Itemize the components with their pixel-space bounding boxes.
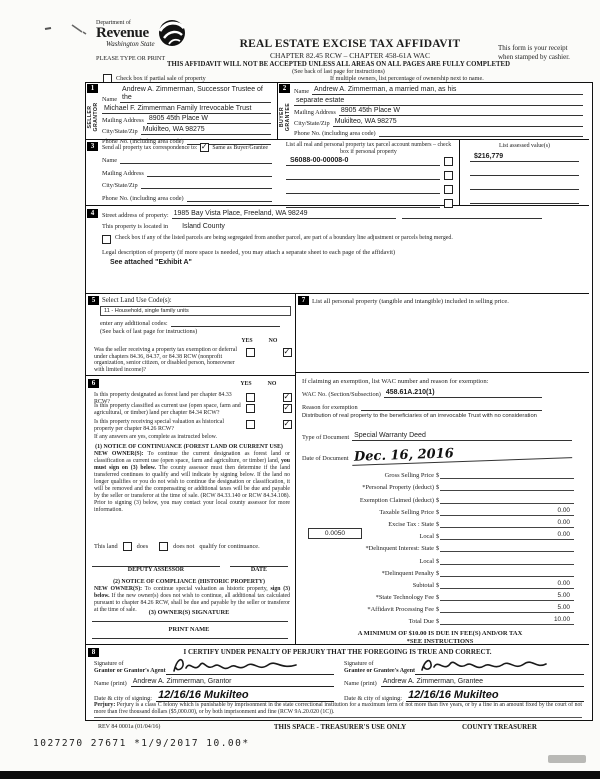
assessed-value-input[interactable]: $216,779 [470,153,579,162]
certify-statement: I CERTIFY UNDER PENALTY OF PERJURY THAT THE FOREGOING IS TRUE AND CORRECT. [183,648,492,656]
see-instructions-note: *SEE INSTRUCTIONS [406,638,474,645]
forest-no-checkbox[interactable] [283,393,292,402]
section5-see-back: (See back of last page for instructions) [100,328,198,335]
grantor-signature-field[interactable] [166,658,334,675]
land-use-section [86,294,296,376]
section-number-3: 3 [87,142,98,151]
buyer-city-label: City/State/Zip [294,119,330,127]
section-number-1: 1 [87,84,98,93]
logo-state-text: Washington State [106,40,155,48]
historic-no-checkbox[interactable] [283,420,292,429]
seller-name-input[interactable]: Andrew A. Zimmerman, Successor Trustee of the [120,86,271,103]
receipt-note-line2: when stamped by cashier. [498,52,570,61]
does-label: does [136,543,149,550]
delinquent-interest-local-label: Local [419,557,434,565]
dollar-sign: $ [436,496,440,504]
parcel-number-input-2[interactable] [286,171,440,180]
compliance-bold: sign (3) below. [94,586,291,599]
parcel-personal-checkbox-3[interactable] [444,185,453,194]
taxable-selling-price-label: Taxable Selling Price [379,508,434,516]
segregated-label: Check box if any of the listed parcels are being segregated from another parcel, are part of a boundary line adjustment or parcels being merged. [115,235,453,241]
dollar-sign: $ [436,618,440,626]
same-as-buyer-checkbox[interactable] [200,143,209,152]
dollar-sign: $ [436,557,440,565]
does-not-label: does not [173,543,195,550]
date-of-document-label: Date of Document [302,455,349,462]
treasurer-stamp-line: 1027270 27671 *1/9/2017 10.00* [33,738,250,749]
send-correspondence-label: Send all property tax correspondence to: [102,144,198,151]
seller-section [86,83,278,145]
scanner-edge-strip [0,771,600,779]
grantee-signature-block [344,658,584,702]
seller-side-label: SELLER [87,105,93,129]
grantor-side-label: GRANTOR [92,102,99,132]
subtotal-label: Subtotal [412,581,434,589]
assessed-values-section [460,140,589,206]
compliance-title: (2) NOTICE OF COMPLIANCE (HISTORIC PROPERTY) [113,579,265,585]
section-number-7: 7 [298,296,309,305]
buyer-mailing-input[interactable]: 8905 45th Place W [339,107,583,116]
local-rate-box: 0.0050 [308,528,362,539]
buyer-name-input[interactable]: Andrew A. Zimmerman, a married man, as his [312,86,583,95]
exemption-header: If claiming an exemption, list WAC number and reason for exemption: [302,378,489,385]
dollar-sign: $ [436,520,440,528]
see-back-note: (See back of last page for instructions) [292,68,385,75]
total-due-label: Total Due [408,618,434,626]
scan-smudge [548,755,586,763]
pen-marks [42,22,98,38]
rev-form-number: REV 84 0001a (01/04/16) [98,724,161,730]
chapter-subtitle: CHAPTER 82.45 RCW – CHAPTER 458-61A WAC [270,51,430,60]
dollar-sign: $ [436,533,440,541]
does-checkbox[interactable] [123,542,132,551]
section6-no-header: NO [267,381,277,387]
personal-property-section [296,294,589,373]
buyer-name-label: Name [294,88,310,95]
seller-city-input[interactable]: Mukilteo, WA 98275 [141,126,271,135]
segregated-checkbox[interactable] [102,235,111,244]
historic-question: Is this property receiving special valuation as historical property per chapter 84.26 RCW? [94,419,225,432]
dollar-sign: $ [436,472,440,480]
additional-codes-label: enter any additional codes: [100,320,168,327]
logo-dept-text: Department of [96,20,131,26]
parcel-personal-checkbox-2[interactable] [444,171,453,180]
affidavit-form [85,82,593,721]
buyer-phone-input[interactable] [379,128,583,137]
delinquent-penalty-label: *Delinquent Penalty [381,569,434,577]
seller-mailing-input[interactable]: 8905 45th Place W [147,115,271,124]
buyer-section [278,83,589,140]
corr-city-input[interactable] [141,180,272,189]
seller-name-label: Name [102,96,118,103]
street-address-label: Street address of property: [102,212,169,219]
correspondence-section [86,140,278,206]
grantor-name-print-label: Name (print) [94,680,127,687]
seller-mailing-label: Mailing Address [102,117,144,124]
land-use-column [86,294,296,644]
parcel-number-input[interactable]: S6088-00-00008-0 [286,157,440,166]
compliance-lead: NEW OWNER(S): [94,586,143,592]
dollar-sign: $ [436,594,440,602]
assessor-date-label: DATE [250,567,268,573]
forest-yes-checkbox[interactable] [246,393,255,402]
subtotal-value: 0.00 [440,580,574,589]
grantee-sig-label2: Grantee or Grantee's Agent [344,668,416,675]
compliance-pre: To continue special valuation as historic property, [142,586,271,592]
corr-name-label: Name [102,157,118,164]
grantee-side-label: GRANTEE [284,102,291,132]
treasurer-space-label: THIS SPACE - TREASURER'S USE ONLY [273,723,407,731]
historic-yes-checkbox[interactable] [246,420,255,429]
affidavit-processing-fee-label: *Affidavit Processing Fee [367,606,434,614]
grantee-sig-label1: Signature of [344,661,374,668]
legal-description-value[interactable]: See attached "Exhibit A" [110,259,192,266]
this-land-label: This land [94,543,118,550]
grantor-name-print-value[interactable]: Andrew A. Zimmerman, Grantor [131,677,334,687]
located-in-value[interactable]: Island County [182,223,225,230]
current-use-question: Is this property classified as current use (open space, farm and agricultural, or timber) land per chapter 84.34 RCW? [94,403,241,416]
parcel-numbers-section [278,140,460,206]
exemption-claimed-label: Exemption Claimed (deduct) [359,496,434,504]
grantee-name-print-label: Name (print) [344,680,377,687]
dollar-sign: $ [436,545,440,553]
assessed-value-input-4[interactable] [470,195,579,204]
continuance-paragraph [94,451,290,514]
minimum-fee-note: A MINIMUM OF $10.00 IS DUE IN FEE(S) AND/OR TAX [357,630,523,637]
seller-phone-label: Phone No. (including area code) [102,138,184,145]
reason-label: Reason for exemption [302,404,358,411]
section-number-4: 4 [87,209,98,218]
buyer-city-input[interactable]: Mukilteo, WA 98275 [333,118,583,127]
qualify-label: qualify for continuance. [199,543,260,550]
print-name-line[interactable] [92,638,288,639]
additional-codes-input[interactable] [171,318,280,327]
deputy-assessor-signature-line[interactable] [92,556,220,567]
grantee-date-city-value[interactable]: 12/16/16 Mukilteo [406,689,584,702]
deputy-assessor-label: DEPUTY ASSESSOR [127,567,185,573]
parcel-number-input-3[interactable] [286,185,440,194]
state-technology-fee-label: *State Technology Fee [375,594,434,602]
if-yes-note: If any answers are yes, complete as instructed below. [94,434,217,440]
dollar-sign: $ [436,484,440,492]
perjury-lead: Perjury: [94,702,116,708]
owner-signature-line[interactable] [92,621,288,622]
delinquent-interest-state-label: *Delinquent Interest: State [365,545,434,553]
corr-phone-input[interactable] [187,193,272,202]
dollar-sign: $ [436,569,440,577]
compliance-post: If the new owner(s) does not wish to continue, all additional tax calculated pursuant to chapter 84.26 RCW, shall be due and payable by the seller or transferor at the time of sale. [94,593,290,613]
state-technology-fee-value: 5.00 [440,592,574,601]
county-treasurer-label: COUNTY TREASURER [462,723,537,731]
excise-tax-local-value: 0.00 [440,531,574,540]
section-number-5: 5 [88,296,99,305]
forest-land-question: Is this property designated as forest land per chapter 84.33 RCW? [94,392,232,405]
warning-line: THIS AFFIDAVIT WILL NOT BE ACCEPTED UNLESS ALL AREAS ON ALL PAGES ARE FULLY COMPLETED [167,61,510,68]
current-use-yes-checkbox[interactable] [246,404,255,413]
receipt-note-line1: This form is your receipt [498,44,568,52]
grantor-date-city-value[interactable]: 12/16/16 Mukilteo [156,689,334,702]
type-of-document-input[interactable]: Special Warranty Deed [352,432,572,441]
street-address-input[interactable]: 1985 Bay Vista Place, Freeland, WA 98249 [172,210,396,219]
grantor-sig-label2: Grantor or Grantor's Agent [94,668,166,675]
dollar-sign: $ [436,581,440,589]
print-name-label: PRINT NAME [168,626,210,633]
continuance-bold: you must sign on (3) below. [94,458,290,471]
property-address-section [86,206,589,294]
grantor-signature-block [94,658,334,702]
grantor-sig-label1: Signature of [94,661,124,668]
grantee-date-city-label: Date & city of signing: [344,695,403,702]
continuance-post: The county assessor must then determine if the land transferred continues to qualify and will indicate by signing below. If the land no longer qualifies or you do not wish to continue the designation or classification, it will be removed and the compensating or additional taxes will be due and payable by the seller or transferor at the time of sale. (RCW 84.33.140 or RCW 84.34.108). Prior to signing (3) below, you may contact your local county assessor for more information. [94,465,291,513]
owner-signature-label: (3) OWNER(S) SIGNATURE [148,609,230,616]
section-number-8: 8 [88,648,99,657]
continuance-pre: To continue the current designation as forest land or classification as current use (open space, farm and agriculture, or timber) land, [94,451,290,464]
section6-yes-header: YES [240,381,252,387]
does-not-checkbox[interactable] [159,542,168,551]
section-number-2: 2 [279,84,290,93]
parcel-personal-checkbox-1[interactable] [444,157,453,166]
tax-column [296,294,589,644]
dollar-sign: $ [436,508,440,516]
personal-property-label: List all personal property (tangible and intangible) included in selling price. [312,298,509,305]
exemption-question: Was the seller receiving a property tax exemption or deferral under chapters 84.36, 84.37, or 84.38 RCW (nonprofit organization, senior citizen, or disabled person, homeowner with limited income)? [94,347,237,373]
affidavit-processing-fee-value: 5.00 [440,604,574,613]
corr-phone-label: Phone No. (including area code) [102,194,184,202]
exemption-yes-checkbox[interactable] [246,348,255,357]
gross-selling-price-label: Gross Selling Price [384,472,434,480]
buyer-phone-label: Phone No. (including area code) [294,130,376,137]
dollar-sign: $ [436,606,440,614]
wac-input[interactable]: 458.61A.210(1) [384,389,542,398]
assessor-date-line[interactable] [230,556,288,567]
legal-description-label: Legal description of property (if more space is needed, you may attach a separate sheet to each page of the affidavit) [102,249,396,256]
excise-tax-state-value: 0.00 [440,519,574,528]
parcel-header: List all real and personal property tax parcel account numbers – check box if personal property [285,142,452,155]
certification-section [86,644,589,717]
land-use-select[interactable]: 11 - Household, single family units [100,306,291,316]
section-number-6: 6 [88,379,99,388]
continuance-lead: NEW OWNER(S): [94,451,144,457]
total-due-value: 10.00 [440,616,574,625]
assessed-value-input-3[interactable] [470,181,579,190]
continuance-title: (1) NOTICE OF CONTINUANCE (FOREST LAND OR CURRENT USE) [95,444,283,450]
grantor-signature-ink [170,655,300,677]
current-use-no-checkbox[interactable] [283,404,292,413]
assessed-value-input-2[interactable] [470,167,579,176]
date-of-document-input[interactable]: Dec. 16, 2016 [351,443,572,466]
corr-mailing-label: Mailing Address [102,169,144,177]
grantee-signature-field[interactable] [415,658,584,675]
seller-city-label: City/State/Zip [102,127,138,135]
distribution-note: Distribution of real property to the beneficiaries of an irrevocable Trust with no consideration [302,413,537,419]
corr-city-label: City/State/Zip [102,182,138,189]
logo-revenue-text: Revenue [96,25,149,41]
type-of-document-label: Type of Document [302,434,350,441]
excise-tax-table [296,467,584,625]
page-title: REAL ESTATE EXCISE TAX AFFIDAVIT [239,38,461,50]
personal-property-deduct-label: *Personal Property (deduct) [362,484,434,492]
buyer-name-input-line2[interactable]: separate estate [294,97,583,106]
corr-mailing-input[interactable] [147,168,272,177]
assessed-header: List assessed value(s) [498,143,551,149]
perjury-text: Perjury is a class C felony which is punishable by imprisonment in the state correctional institution for a maximum term of not more than five years, or by a fine in an amount fixed by the court of not more than five thousand dollars ($5,000.00), or by both imprisonment and fine (RCW 9A.20.020 (1C)). [94,702,582,716]
street-address-extra-line[interactable] [402,210,542,219]
seller-name-input-line2[interactable]: Michael F. Zimmerman Family Irrevocable Trust [102,105,271,114]
buyer-side-label: BUYER [279,106,285,128]
partial-sale-label: Check box if partial sale of property [116,75,206,82]
grantor-date-city-label: Date & city of signing: [94,695,153,702]
buyer-mailing-label: Mailing Address [294,109,336,116]
same-as-buyer-label: Same as Buyer/Grantee [212,144,268,151]
reason-input[interactable] [361,402,542,411]
taxable-selling-price-value: 0.00 [440,507,574,516]
excise-tax-state-label: Excise Tax : State [388,520,434,528]
multiple-owners-note: If multiple owners, list percentage of ownership next to name. [330,75,484,82]
wac-label: WAC No. (Section/Subsection) [302,391,381,398]
located-in-label: This property is located in [102,223,169,230]
please-type-label: PLEASE TYPE OR PRINT [96,55,166,62]
exemption-no-checkbox[interactable] [283,348,292,357]
corr-name-input[interactable] [120,155,272,164]
yes-header: YES [241,338,253,344]
land-use-label: Select Land Use Code(s): [102,297,172,304]
grantee-signature-ink [419,655,549,677]
perjury-notice [94,702,582,718]
grantee-name-print-value[interactable]: Andrew A. Zimmerman, Grantee [381,677,584,687]
no-header: NO [268,338,278,344]
dor-logo [96,20,187,48]
excise-tax-local-label: Local [419,533,434,541]
